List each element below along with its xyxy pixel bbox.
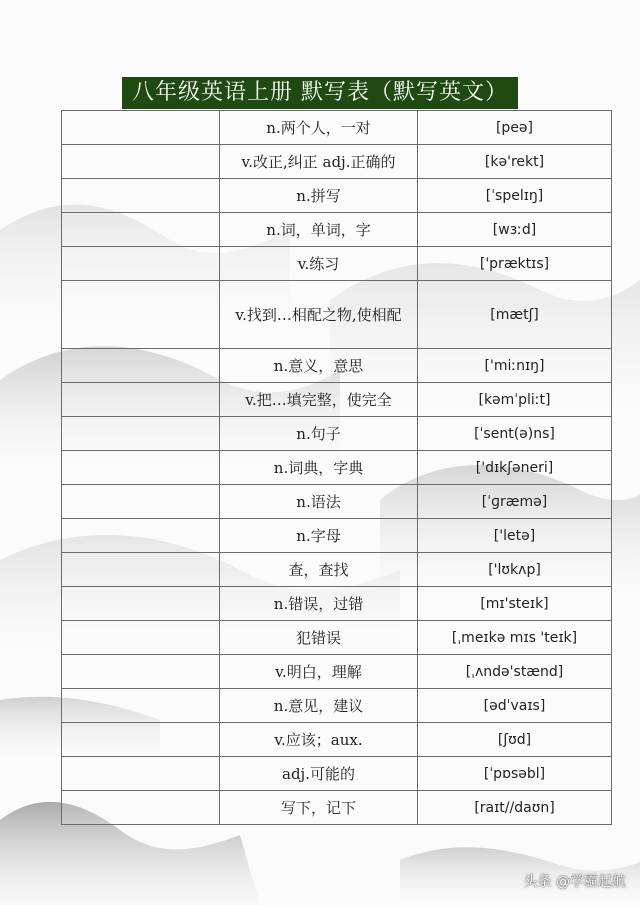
phonetic-cell: [ˈsent(ə)ns] xyxy=(418,417,612,451)
phonetic-cell: ['miːnɪŋ] xyxy=(418,349,612,383)
chinese-meaning-cell: v.应该；aux. xyxy=(220,723,418,757)
english-answer-cell xyxy=(62,383,220,417)
table-row xyxy=(62,179,612,213)
chinese-meaning-cell: n.句子 xyxy=(220,417,418,451)
english-answer-cell xyxy=(62,655,220,689)
table-row xyxy=(62,553,612,587)
phonetic-cell: [ədˈvaɪs] xyxy=(418,689,612,723)
page-title: 八年级英语上册 默写表（默写英文） xyxy=(122,77,518,109)
phonetic-cell: [kə'rekt] xyxy=(418,145,612,179)
chinese-meaning-cell: n.意见，建议 xyxy=(220,689,418,723)
chinese-meaning-cell: n.意义，意思 xyxy=(220,349,418,383)
table-row xyxy=(62,655,612,689)
table-row xyxy=(62,383,612,417)
vocabulary-table xyxy=(61,110,612,825)
phonetic-cell: [ˈspelɪŋ] xyxy=(418,179,612,213)
phonetic-cell: [raɪt//daʊn] xyxy=(418,791,612,825)
table-row xyxy=(62,349,612,383)
watermark: 头条 @学霸起航 xyxy=(523,874,626,890)
phonetic-cell: [ˈɡræmə] xyxy=(418,485,612,519)
phonetic-cell: [peə] xyxy=(418,111,612,145)
chinese-meaning-cell: v.找到…相配之物,使相配 xyxy=(220,281,418,349)
vocabulary-table-body xyxy=(62,111,612,825)
chinese-meaning-cell: 犯错误 xyxy=(220,621,418,655)
phonetic-cell: [ˈpɒsəbl] xyxy=(418,757,612,791)
chinese-meaning-cell: n.字母 xyxy=(220,519,418,553)
english-answer-cell xyxy=(62,145,220,179)
chinese-meaning-cell: v.改正,纠正 adj.正确的 xyxy=(220,145,418,179)
table-row xyxy=(62,689,612,723)
chinese-meaning-cell: n.语法 xyxy=(220,485,418,519)
table-row xyxy=(62,145,612,179)
table-row xyxy=(62,791,612,825)
table-row xyxy=(62,519,612,553)
chinese-meaning-cell: 写下，记下 xyxy=(220,791,418,825)
english-answer-cell xyxy=(62,213,220,247)
english-answer-cell xyxy=(62,349,220,383)
table-row xyxy=(62,587,612,621)
table-row xyxy=(62,451,612,485)
phonetic-cell: [ˌmeɪkə mɪs 'teɪk] xyxy=(418,621,612,655)
chinese-meaning-cell: 查，查找 xyxy=(220,553,418,587)
english-answer-cell xyxy=(62,247,220,281)
table-row xyxy=(62,417,612,451)
english-answer-cell xyxy=(62,621,220,655)
english-answer-cell xyxy=(62,723,220,757)
chinese-meaning-cell: n.词典，字典 xyxy=(220,451,418,485)
phonetic-cell: ['lʊkʌp] xyxy=(418,553,612,587)
phonetic-cell: ['letə] xyxy=(418,519,612,553)
table-row xyxy=(62,111,612,145)
chinese-meaning-cell: adj.可能的 xyxy=(220,757,418,791)
chinese-meaning-cell: v.练习 xyxy=(220,247,418,281)
phonetic-cell: [ˌʌndə'stænd] xyxy=(418,655,612,689)
chinese-meaning-cell: n.拼写 xyxy=(220,179,418,213)
english-answer-cell xyxy=(62,757,220,791)
chinese-meaning-cell: n.两个人，一对 xyxy=(220,111,418,145)
english-answer-cell xyxy=(62,553,220,587)
table-row xyxy=(62,247,612,281)
english-answer-cell xyxy=(62,417,220,451)
english-answer-cell xyxy=(62,485,220,519)
phonetic-cell: [wɜːd] xyxy=(418,213,612,247)
phonetic-cell: [ʃʊd] xyxy=(418,723,612,757)
english-answer-cell xyxy=(62,281,220,349)
table-row xyxy=(62,621,612,655)
english-answer-cell xyxy=(62,179,220,213)
phonetic-cell: [mætʃ] xyxy=(418,281,612,349)
english-answer-cell xyxy=(62,111,220,145)
english-answer-cell xyxy=(62,689,220,723)
phonetic-cell: ['dɪkʃəneri] xyxy=(418,451,612,485)
chinese-meaning-cell: v.把…填完整，使完全 xyxy=(220,383,418,417)
chinese-meaning-cell: n.错误，过错 xyxy=(220,587,418,621)
table-row xyxy=(62,213,612,247)
table-row xyxy=(62,757,612,791)
english-answer-cell xyxy=(62,451,220,485)
english-answer-cell xyxy=(62,519,220,553)
table-row xyxy=(62,281,612,349)
phonetic-cell: ['præktɪs] xyxy=(418,247,612,281)
table-row xyxy=(62,485,612,519)
english-answer-cell xyxy=(62,791,220,825)
chinese-meaning-cell: n.词，单词，字 xyxy=(220,213,418,247)
table-row xyxy=(62,723,612,757)
phonetic-cell: [kəmˈpliːt] xyxy=(418,383,612,417)
phonetic-cell: [mɪ'steɪk] xyxy=(418,587,612,621)
english-answer-cell xyxy=(62,587,220,621)
chinese-meaning-cell: v.明白，理解 xyxy=(220,655,418,689)
